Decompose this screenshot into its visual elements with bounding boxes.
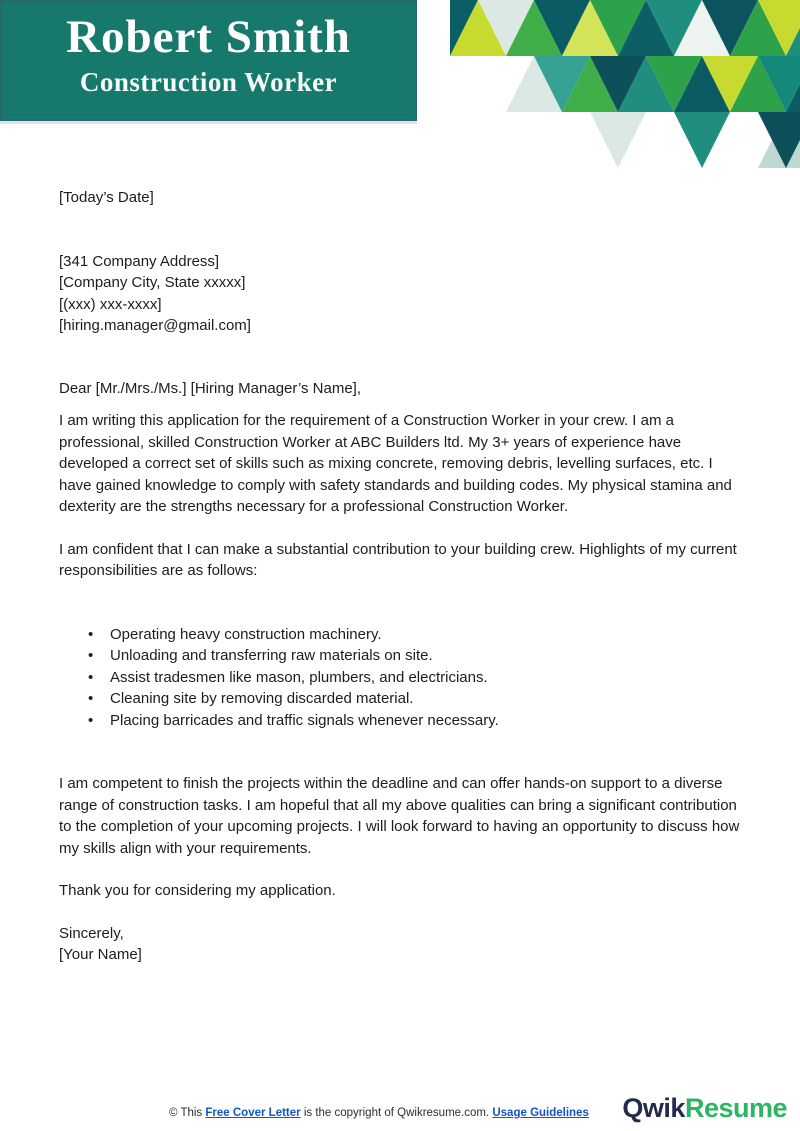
- address-line: [(xxx) xxx-xxxx]: [59, 295, 162, 313]
- salutation: Dear [Mr./Mrs./Ms.] [Hiring Manager’s Name],: [59, 379, 362, 397]
- free-cover-letter-link[interactable]: Free Cover Letter: [205, 1107, 301, 1119]
- copyright-text: [169, 1107, 589, 1119]
- responsibilities-list: [88, 624, 748, 732]
- address-line: [341 Company Address]: [59, 252, 220, 270]
- bullet-item: • Operating heavy construction machinery.: [88, 624, 748, 646]
- logo-qwik-text: Qwik: [622, 1093, 685, 1123]
- usage-guidelines-link[interactable]: Usage Guidelines: [492, 1107, 589, 1119]
- paragraph-introduction: I am writing this application for the requirement of a Construction Worker in your crew. I am a professional, skilled Construction Worker at ABC Builders ltd. My 3+ years of experience have developed a correct set of skills such as mixing concrete, removing debris, levelling surfaces, etc. I have gained knowledge to comply with safety standards and building codes. My physical stamina and dexterity are the strengths necessary for a professional Construction Worker.: [59, 412, 732, 515]
- thanks-line: Thank you for considering my application.: [59, 882, 336, 899]
- bullet-item: • Assist tradesmen like mason, plumbers, and electricians.: [88, 667, 748, 689]
- candidate-job-title: Construction Worker: [79, 67, 338, 97]
- paragraph-closing: I am competent to finish the projects within the deadline and can offer hands-on support to a diverse range of construction tasks. I am hopeful that all my above qualities can bring a significant contribution to the completion of your upcoming projects. I will look forward to having an opportunity to discuss how my skills align with your requirements.: [59, 775, 740, 857]
- copyright-prefix: © This: [169, 1107, 206, 1119]
- signature-placeholder: [Your Name]: [59, 946, 142, 963]
- address-line: [hiring.manager@gmail.com]: [59, 317, 251, 334]
- paragraph-highlights-intro: I am confident that I can make a substantial contribution to your building crew. Highlights of my current responsibilities are as follows:: [59, 540, 737, 579]
- recipient-address-block: [59, 251, 748, 337]
- candidate-name: Robert Smith: [66, 11, 351, 63]
- logo-resume-text: Resume: [684, 1093, 787, 1123]
- copyright-middle: is the copyright of Qwikresume.com.: [300, 1107, 493, 1119]
- bullet-item: • Placing barricades and traffic signals whenever necessary.: [88, 710, 748, 732]
- signoff-block: [59, 923, 748, 966]
- qwikresume-logo[interactable]: [622, 1093, 787, 1124]
- bullet-item: • Unloading and transferring raw materials on site.: [88, 645, 748, 667]
- date-placeholder: [Today’s Date]: [59, 189, 154, 206]
- signoff: Sincerely,: [59, 924, 124, 942]
- address-line: [Company City, State xxxxx]: [59, 274, 246, 291]
- bullet-item: • Cleaning site by removing discarded material.: [88, 688, 748, 710]
